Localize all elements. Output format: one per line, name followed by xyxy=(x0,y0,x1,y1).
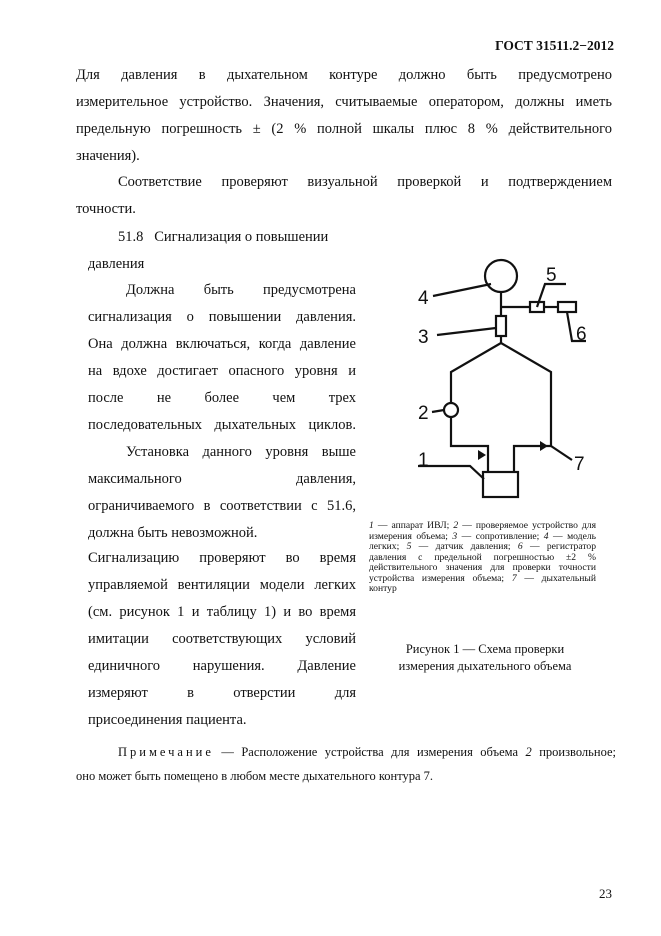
page-number: 23 xyxy=(599,886,612,901)
note-block xyxy=(76,740,616,788)
text-line: предельную погрешность ± (2 % полной шкалы плюс 8 % действительного xyxy=(76,121,612,137)
arrow-head-left xyxy=(478,450,486,460)
caption-line: измерения дыхательного объема xyxy=(398,659,572,673)
leader-line-4 xyxy=(433,284,491,296)
legend-number: 7 xyxy=(511,572,517,584)
note-ref: 2 xyxy=(525,745,532,759)
text-line: Должна быть предусмотрена xyxy=(126,282,356,298)
note-label: Примечание xyxy=(118,745,214,759)
text-line: Для давления в дыхательном контуре должно быть предусмотрено xyxy=(76,67,612,83)
circuit-right xyxy=(501,343,551,472)
note-line: оно может быть помещено в любом месте дыхательного контура 7. xyxy=(76,769,434,783)
legend-text: — датчик давления; xyxy=(411,541,518,552)
text-line: Она должна включаться, когда давление xyxy=(88,336,356,352)
circuit-left-lower xyxy=(451,417,488,472)
resistance-box xyxy=(496,316,506,336)
text-line: на вдохе достигает опасного уровня и xyxy=(88,363,356,379)
leader-line-3 xyxy=(437,328,496,335)
section-title-text: Сигнализация о повышении xyxy=(154,229,329,245)
note-line xyxy=(76,740,616,764)
label-4: 4 xyxy=(418,288,429,309)
leader-line-7 xyxy=(551,446,572,460)
legend-number: 4 xyxy=(543,530,549,542)
text-line: последовательных дыхательных циклов. xyxy=(88,417,356,433)
label-2: 2 xyxy=(418,403,429,424)
legend-text: — проверяемое устройство для измерения объема; xyxy=(369,520,597,542)
text-line: после не более чем трех xyxy=(88,390,356,406)
text-line: значения). xyxy=(76,148,140,164)
text-line: сигнализация о повышении давления. xyxy=(88,309,356,325)
text-line: Установка данного уровня выше xyxy=(126,444,356,460)
text-line: единичного нарушения. Давление xyxy=(88,658,356,674)
legend-text: — аппарат ИВЛ; xyxy=(373,520,454,531)
text-line: Сигнализацию проверяют во время xyxy=(88,550,356,566)
caption-line: Рисунок 1 — Схема проверки xyxy=(405,642,565,656)
label-1: 1 xyxy=(418,450,429,471)
legend-number: 1 xyxy=(369,520,374,531)
legend-text: — дыхательный контур xyxy=(369,572,597,594)
legend-text: — регистратор давления с предельной погрешностью ±2 % действительного значения для проверки точности устройства измерения объема; xyxy=(369,541,597,584)
text-line: присоединения пациента. xyxy=(88,712,247,728)
label-3: 3 xyxy=(418,327,429,348)
text-line: измерительное устройство. Значения, считываемые оператором, должны иметь xyxy=(76,94,612,110)
text-line: имитации соответствующих условий xyxy=(88,631,356,647)
text-line: измеряют в отверстии для xyxy=(88,685,356,701)
lung-model-circle xyxy=(485,260,517,292)
circuit-left-upper xyxy=(451,343,501,402)
text-line: управляемой вентиляции модели легких xyxy=(88,577,356,593)
section-title-continued: давления xyxy=(88,256,145,272)
legend-number: 2 xyxy=(453,520,459,531)
text-line: точности. xyxy=(76,201,136,217)
document-header: ГОСТ 31511.2−2012 xyxy=(495,38,614,53)
legend-text: — сопротивление; xyxy=(457,530,544,542)
leader-line-2 xyxy=(432,410,444,412)
note-text: — Расположение устройства для измерения объема xyxy=(213,745,526,759)
volume-meter-circle xyxy=(444,403,458,417)
label-7: 7 xyxy=(574,454,585,475)
text-line: ограничиваемого в соответствии с 51.6, xyxy=(88,498,356,514)
pressure-recorder-box xyxy=(558,302,576,312)
arrow-head-right xyxy=(540,441,548,451)
legend-number: 5 xyxy=(406,541,412,552)
text-line: Соответствие проверяют визуальной проверкой и подтверждением xyxy=(118,174,612,190)
figure-legend xyxy=(369,521,596,595)
leader-line-5 xyxy=(537,284,566,307)
label-5: 5 xyxy=(546,265,557,286)
legend-text: — модель легких; xyxy=(369,530,596,552)
text-line: максимального давления, xyxy=(88,471,356,487)
section-number: 51.8 xyxy=(118,229,144,245)
label-6: 6 xyxy=(576,324,587,345)
text-line: должна быть невозможной. xyxy=(88,525,258,541)
legend-number: 6 xyxy=(517,541,523,552)
text-line: (см. рисунок 1 и таблицу 1) и во время xyxy=(88,604,356,620)
note-text: произвольное; xyxy=(531,745,616,759)
legend-number: 3 xyxy=(452,530,458,542)
ventilator-box xyxy=(483,472,518,497)
figure-caption xyxy=(370,641,600,675)
